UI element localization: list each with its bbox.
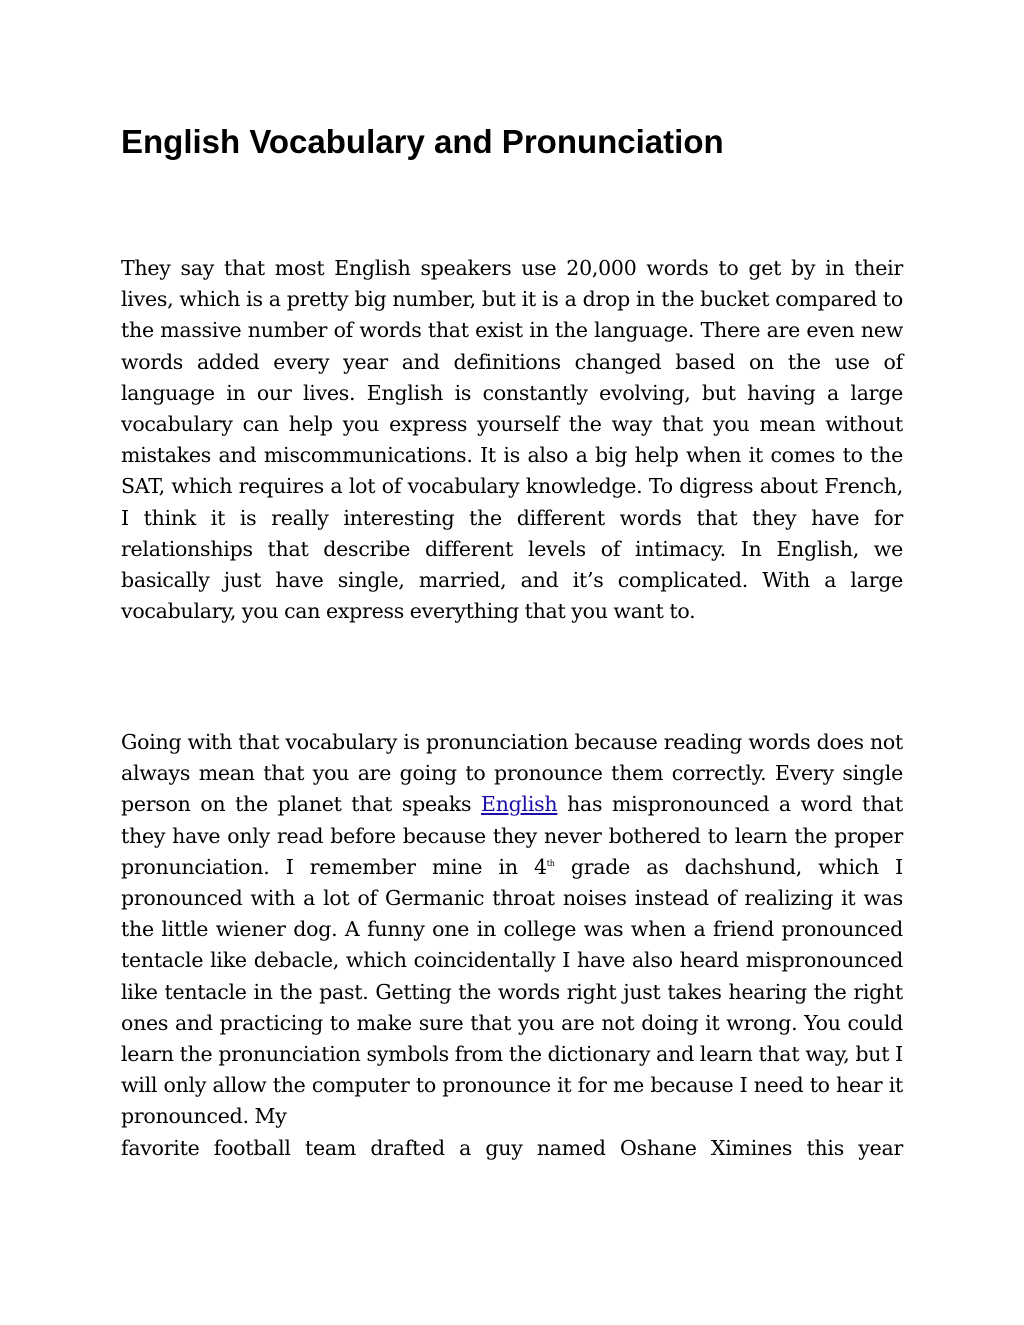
document-title: English Vocabulary and Pronunciation bbox=[121, 123, 724, 160]
paragraph-pronunciation bbox=[121, 727, 903, 1164]
paragraph-text: has mispronounced a word that they have only read before because they never bothered to learn the proper pronunciation. I remember mine in 4 bbox=[121, 792, 903, 879]
ordinal-superscript: th bbox=[546, 858, 555, 868]
paragraph-text: grade as dachshund, which I pronounced with a lot of Germanic throat noises instead of realizing it was the little wiener dog. A funny one in college was when a friend pronounced tentacle like debacle, which coincidentally I have also heard mispronounced like tentacle in the past. Getting the words right just takes hearing the right ones and practicing to make sure that you are not doing it wrong. You could learn the pronunciation symbols from the dictionary and learn that way, but I will only allow the computer to pronounce it for me because I need to hear it pronounced. My bbox=[121, 854, 903, 1129]
english-link[interactable]: English bbox=[481, 792, 558, 817]
paragraph-text: Going with that vocabulary is pronunciation because reading words does not always mean that you are going to pronounce them correctly. Every single person on the planet that speaks bbox=[121, 730, 903, 817]
paragraph-last-line: favorite football team drafted a guy named Oshane Ximines this year bbox=[121, 1135, 903, 1160]
paragraph-vocabulary: They say that most English speakers use 20,000 words to get by in their lives, which is a pretty big number, but it is a drop in the bucket compared to the massive number of words that exist in the language. There are even new words added every year and definitions changed based on the use of language in our lives. English is constantly evolving, but having a large vocabulary can help you express yourself the way that you mean without mistakes and miscommunications. It is also a big help when it comes to the SAT, which requires a lot of vocabulary knowledge. To digress about French, I think it is really interesting the different words that they have for relationships that describe different levels of intimacy. In English, we basically just have single, married, and it’s complicated. With a large vocabulary, you can express everything that you want to. bbox=[121, 256, 903, 624]
